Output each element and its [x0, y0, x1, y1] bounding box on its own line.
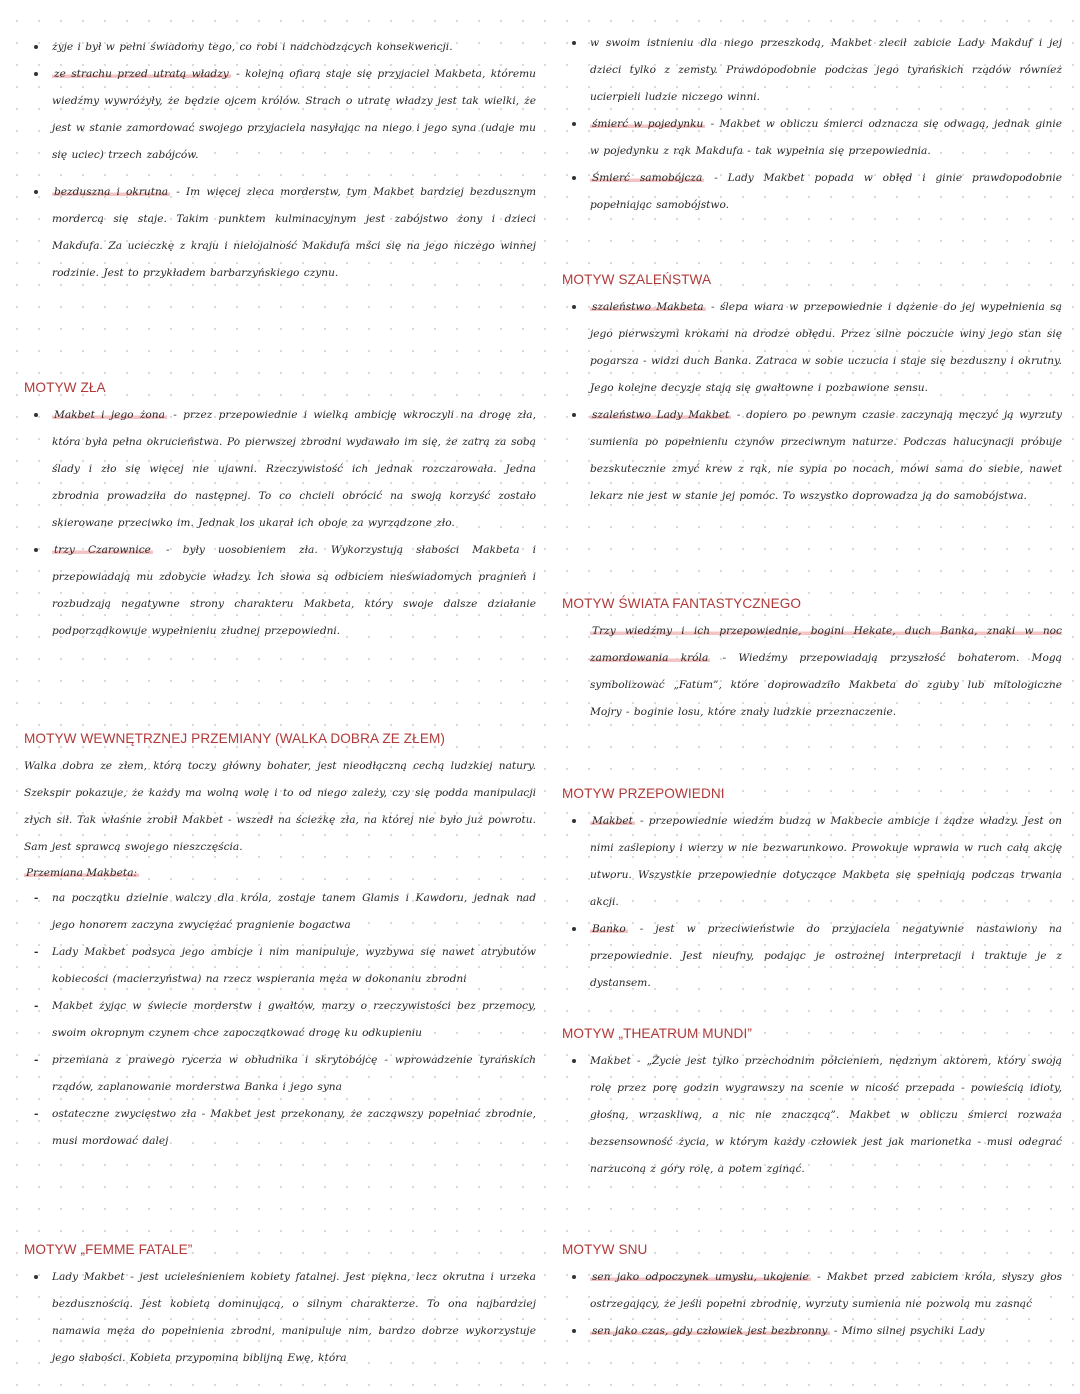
list-item — [562, 402, 1062, 510]
section-paragraph: Walka dobra ze złem, którą toczy główny bohater, jest nieodłączną cechą ludzkiej natury. Szekspir pokazuje, że każdy ma wolną wolę i to od niego zależy, czy się podda manipulacji złych sił. Tak właśnie zrobił Makbet - wszedł na ścieżkę zła, na której nie było już powrotu. Sam jest sprawcą swojego nieszczęścia. — [24, 760, 536, 853]
section-heading: MOTYW PRZEPOWIEDNI — [562, 786, 725, 801]
szalenstwa-list — [562, 294, 1062, 510]
section-heading: MOTYW „THEATRUM MUNDI” — [562, 1026, 752, 1041]
list-item — [562, 111, 1062, 165]
highlighted-phrase: Banko — [592, 923, 626, 935]
list-item — [562, 1264, 1062, 1318]
list-item — [562, 165, 1062, 219]
list-item — [24, 537, 536, 645]
highlighted-phrase: Makbet i jego żona — [54, 409, 165, 421]
list-item — [562, 294, 1062, 402]
section-motyw-femme-fatale — [24, 1242, 536, 1372]
list-item-text: - kolejną ofiarą staje się przyjaciel Makbeta, któremu wiedźmy wywróżyły, że będzie ojcem królów. Strach o utratę władzy jest tak wielki, że jest w stanie zamordować swojego przyjaciela nasyłając na niego i jego syna (udaje mu się uciec) trzech zabójców. — [52, 68, 536, 161]
list-item-text: - Makbet w obliczu śmierci odznacza się odwagą, jednak ginie w pojedynku z rąk Makdufa - tak wypełnia się przepowiednia. — [590, 118, 1062, 157]
left-intro-section — [24, 34, 536, 287]
list-item-text: - dopiero po pewnym czasie zaczynają męczyć ją wyrzuty sumienia po popełnieniu czynów przeciwnym naturze. Podczas halucynacji próbuje bezskutecznie zmyć krew z rąk, nie sypia po nocach, mówi sama do siebie, nawet lekarz nie jest w stanie jej pomóc. To wszystko doprowadza ją do samobójstwa. — [590, 409, 1063, 502]
list-item-text: - przez przepowiednie i wielką ambicję wkroczyli na drogę zła, która była pełna okrucieństwa. Po pierwszej zbrodni wydawało im się, że zatrą za sobą ślady i zło się więcej nie ujawni. Rzeczywistość ich jednak rozczarowała. Jedna zbrodnia prowadziła do następnej. To co chcieli obrócić na swoją korzyść zostało skierowane przeciwko im. Jednak los ukarał ich oboje za wyrządzone zło. — [52, 409, 536, 529]
list-item — [24, 402, 536, 537]
highlighted-phrase: bezduszna i okrutna — [54, 186, 169, 198]
highlighted-phrase: sen jako czas, gdy człowiek jest bezbronny — [592, 1325, 828, 1337]
list-item: - Lady Makbet podsyca jego ambicje i nim manipuluje, wyzbywa się nawet atrybutów kobiecości (macierzyństwa) na rzecz wspierania męża w dokonaniu zbrodni — [24, 939, 536, 993]
list-item-text: - Im więcej zleca morderstw, tym Makbet bardziej bezdusznym mordercą się staje. Takim punktem kulminacyjnym jest zabójstwo żony i dzieci Makdufa. Za ucieczkę z kraju i nielojalność Makdufa mści się na jego niczego winnej rodzinie. Jest to przykładem barbarzyńskiego czynu. — [52, 186, 536, 279]
highlighted-phrase: ze strachu przed utratą władzy — [54, 68, 229, 80]
highlighted-phrase: Makbet — [592, 815, 633, 827]
section-motyw-swiata-fantastycznego — [562, 596, 1062, 726]
section-heading: MOTYW ŚWIATA FANTASTYCZNEGO — [562, 596, 802, 611]
list-item — [562, 1048, 1062, 1183]
motyw-zla-list — [24, 402, 536, 645]
list-item-text: - były uosobieniem zła. Wykorzystują słabości Makbeta i przepowiadają mu zdobycie władzy. Ich słowa są odbiciem nieświadomych pragnień i rozbudzają negatywne strony charakteru Makbeta, który swoje dalsze działanie podporządkowuje wypełnieniu złudnej przepowiedni. — [52, 544, 536, 637]
highlighted-phrase: sen jako odpoczynek umysłu, ukojenie — [592, 1271, 809, 1283]
section-motyw-zla — [24, 380, 536, 645]
highlighted-phrase: Śmierć samobójcza — [592, 172, 703, 184]
highlighted-phrase: szaleństwo Lady Makbet — [592, 409, 730, 421]
list-item — [562, 30, 1062, 111]
przepowiedni-list — [562, 808, 1062, 997]
list-item-text: Makbet - „Życie jest tylko przechodnim półcieniem, nędznym aktorem, który swoją rolę przez porę godzin wygrawszy na scenie w nicość przepada - powieścią idioty, głośną, wrzaskliwą, a nic nie znaczącą”. Makbet w obliczu śmierci rozważa bezsensowność życia, w którym każdy człowiek jest jak marionetka - musi odegrać narzuconą z góry rolę, a potem zginąć. — [590, 1055, 1062, 1175]
list-item-text: - Makbet przed zabiciem króla, słyszy głos ostrzegający, że jeśli popełni zbrodnię, wyrzuty sumienia nie pozwolą mu zasnąć — [590, 1271, 1063, 1310]
section-motyw-theatrum-mundi — [562, 1026, 1062, 1183]
highlighted-phrase: Trzy wiedźmy i ich przepowiednie, bogini Hekate, duch Banka, znaki w noc zamordowania króla — [590, 625, 1062, 664]
paragraph-text: - Wiedźmy przepowiadają przyszłość bohaterom. Mogą symbolizować „Fatum”, które doprowadziło Makbeta do zguby lub mitologiczne Mojry - boginie losu, które znały ludzkie przeznaczenie. — [590, 652, 1062, 718]
highlighted-phrase: szaleństwo Makbeta — [592, 301, 704, 313]
list-item — [562, 808, 1062, 916]
list-item — [562, 916, 1062, 997]
list-item-text: w swoim istnieniu dla niego przeszkodą, Makbet zlecił zabicie Lady Makduf i jej dzieci tylko z zemsty. Prawdopodobnie podczas jego tyrańskich rządów również ucierpieli ludzie niczego winni. — [590, 37, 1062, 103]
list-item: - przemiana z prawego rycerza w obłudnika i skrytobójcę - wprowadzenie tyrańskich rządów, zaplanowanie morderstwa Banka i jego syna — [24, 1047, 536, 1101]
list-item-text: - Lady Makbet popada w obłęd i ginie prawdopodobnie popełniając samobójstwo. — [590, 172, 1063, 211]
list-item — [562, 1318, 1062, 1345]
section-heading: MOTYW SZALEŃSTWA — [562, 272, 712, 287]
przemiana-list — [24, 885, 536, 1155]
list-item: - Makbet żyjąc w świecie morderstw i gwałtów, marzy o rzeczywistości bez przemocy, swoim okropnym czynem chce zapoczątkować drogę ku odkupieniu — [24, 993, 536, 1047]
list-item-text: żyje i był w pełni świadomy tego, co robi i nadchodzących konsekwencji. — [52, 41, 453, 53]
left-intro-list — [24, 34, 536, 287]
list-item-text: - jest w przeciwieństwie do przyjaciela negatywnie nastawiony na przepowiednie. Jest nieufny, podając je ostrożnej interpretacji i traktuje je z dystansem. — [590, 923, 1062, 989]
highlighted-phrase: Przemiana Makbeta: — [26, 867, 138, 879]
section-motyw-przepowiedni — [562, 786, 1062, 997]
section-motyw-przemiany — [24, 731, 536, 1155]
section-heading: MOTYW WEWNĘTRZNEJ PRZEMIANY (WALKA DOBRA ZE ZŁEM) — [24, 731, 446, 746]
section-heading: MOTYW SNU — [562, 1242, 648, 1257]
theatrum-mundi-list — [562, 1048, 1062, 1183]
section-paragraph — [562, 618, 1062, 726]
right-intro-section — [562, 30, 1062, 219]
list-item-text: Lady Makbet - jest ucieleśnieniem kobiety fatalnej. Jest piękna, lecz okrutna i urzeka bezdusznością. Jest kobietą dominującą, o silnym charakterze. To ona najbardziej namawia męża do popełnienia zbrodni, manipuluje nim, bardzo dobrze wykorzystuje jego słabości. Kobieta przypomina biblijną Ewę, która — [52, 1271, 536, 1364]
list-item — [24, 34, 536, 61]
list-item: - ostateczne zwycięstwo zła - Makbet jest przekonany, że zacząwszy popełniać zbrodnie, musi mordować dalej — [24, 1101, 536, 1155]
femme-fatale-list — [24, 1264, 536, 1372]
highlighted-phrase: śmierć w pojedynku — [592, 118, 704, 130]
list-item — [24, 61, 536, 169]
list-item: - na początku dzielnie walczy dla króla, zostaje tanem Glamis i Kawdoru, jednak nad jego honorem zaczyna zwyciężać pragnienie bogactwa — [24, 885, 536, 939]
section-heading: MOTYW „FEMME FATALE” — [24, 1242, 193, 1257]
highlighted-phrase: trzy Czarownice — [54, 544, 151, 556]
section-motyw-szalenstwa — [562, 272, 1062, 510]
list-item-text: - przepowiednie wiedźm budzą w Makbecie ambicje i żądze władzy. Jest on nimi zaślepiony i wierzy w nie bezwarunkowo. Prowokuje wprawia w ruch całą akcję utworu. Wszystkie przepowiednie dotyczące Makbeta się spełniają podczas trwania akcji. — [590, 815, 1062, 908]
section-heading: MOTYW ZŁA — [24, 380, 106, 395]
section-motyw-snu — [562, 1242, 1062, 1345]
list-item — [24, 179, 536, 287]
list-item-text: - Mimo silnej psychiki Lady — [829, 1325, 985, 1337]
right-intro-list — [562, 30, 1062, 219]
list-item-text: - ślepa wiara w przepowiednie i dążenie do jej wypełnienia są jego pierwszymi krokami na drodze obłędu. Przez silne poczucie winy jego stan się pogarsza - widzi duch Banka. Zatraca w sobie uczucia i staje się bezduszny i okrutny. Jego kolejne decyzje stają się gwałtowne i pozbawione sensu. — [590, 301, 1062, 394]
snu-list — [562, 1264, 1062, 1345]
subheading — [24, 861, 536, 885]
list-item — [24, 1264, 536, 1372]
